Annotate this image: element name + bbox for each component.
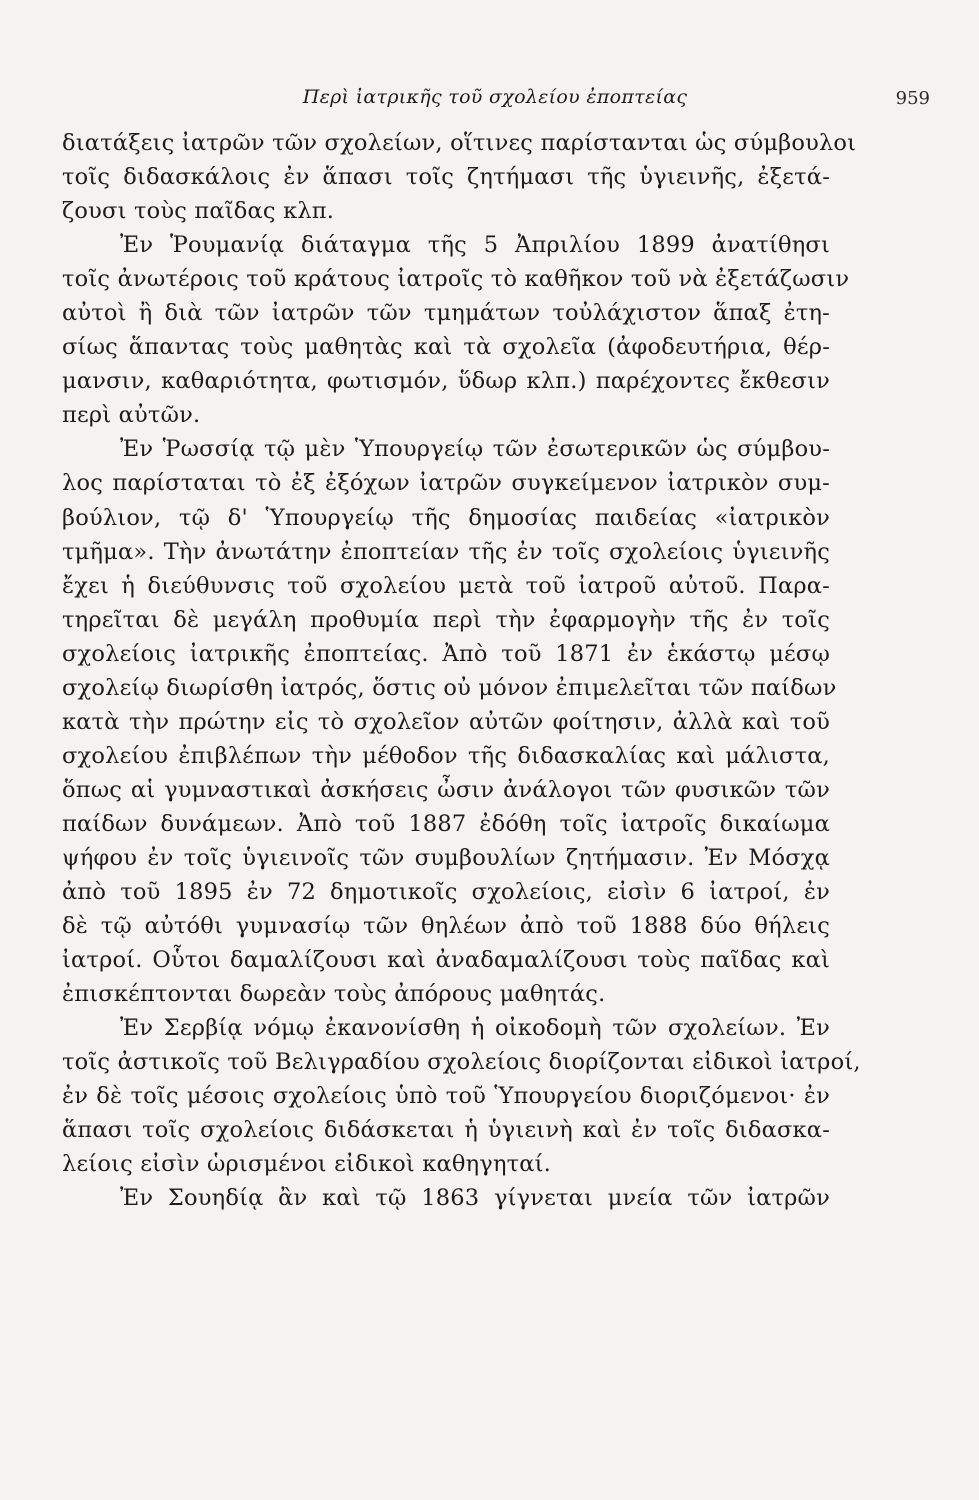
text-line: ἅπασι τοῖς σχολείοις διδάσκεται ἡ ὑγιεινὴ καὶ ἐν τοῖς διδασκα- [62, 1117, 830, 1144]
running-head [60, 82, 930, 112]
text-line: ἐν δὲ τοῖς μέσοις σχολείοις ὑπὸ τοῦ Ὑπουργείου διοριζόμενοι· ἐν [62, 1083, 830, 1110]
text-line: σχολείῳ διωρίσθη ἰατρός, ὅστις οὐ μόνον ἐπιμελεῖται τῶν παίδων [62, 674, 837, 701]
text-line: ἀπὸ τοῦ 1895 ἐν 72 δημοτικοῖς σχολείοις, εἰσὶν 6 ἰατροί, ἐν [62, 879, 830, 906]
text-line: τοῖς διδασκάλοις ἐν ἅπασι τοῖς ζητήμασι τῆς ὑγιεινῆς, ἐξετά- [62, 164, 830, 191]
text-line: Ἐν Ῥωσσίᾳ τῷ μὲν Ὑπουργείῳ τῶν ἐσωτερικῶν ὡς σύμβου- [120, 436, 830, 463]
body-text [62, 126, 861, 1216]
text-line: σχολείου ἐπιβλέπων τὴν μέθοδον τῆς διδασκαλίας καὶ μάλιστα, [62, 742, 830, 769]
text-line: τοῖς ἀστικοῖς τοῦ Βελιγραδίου σχολείοις διορίζονται εἰδικοὶ ἰατροί, [62, 1049, 861, 1076]
text-line: αὐτοὶ ἢ διὰ τῶν ἰατρῶν τῶν τμημάτων τοὐλάχιστον ἅπαξ ἐτη- [62, 300, 830, 327]
text-line: ἔχει ἡ διεύθυνσις τοῦ σχολείου μετὰ τοῦ ἰατροῦ αὐτοῦ. Παρα- [62, 572, 830, 599]
text-line: λος παρίσταται τὸ ἐξ ἐξόχων ἰατρῶν συγκείμενον ἰατρικὸν συμ- [62, 470, 830, 497]
running-title: Περὶ ἰατρικῆς τοῦ σχολείου ἐποπτείας [302, 86, 688, 108]
text-line: ψήφου ἐν τοῖς ὑγιεινοῖς τῶν συμβουλίων ζητήμασιν. Ἐν Μόσχᾳ [62, 844, 830, 871]
text-line: λείοις εἰσὶν ὡρισμένοι εἰδικοὶ καθηγηταί. [62, 1151, 552, 1178]
text-line: περὶ αὐτῶν. [62, 402, 201, 429]
text-line: βούλιον, τῷ δ' Ὑπουργείῳ τῆς δημοσίας παιδείας «ἰατρικὸν [62, 504, 830, 531]
text-line: Ἐν Σερβίᾳ νόμῳ ἐκανονίσθη ἡ οἰκοδομὴ τῶν σχολείων. Ἐν [120, 1015, 830, 1042]
text-line: τοῖς ἀνωτέροις τοῦ κράτους ἰατροῖς τὸ καθῆκον τοῦ νὰ ἐξετάζωσιν [62, 266, 850, 293]
text-line: τηρεῖται δὲ μεγάλη προθυμία περὶ τὴν ἐφαρμογὴν τῆς ἐν τοῖς [62, 606, 830, 633]
text-line: ὅπως αἱ γυμναστικαὶ ἀσκήσεις ὦσιν ἀνάλογοι τῶν φυσικῶν τῶν [62, 776, 830, 803]
text-line: μανσιν, καθαριότητα, φωτισμόν, ὕδωρ κλπ.) παρέχοντες ἔκθεσιν [62, 368, 830, 395]
text-line: σχολείοις ἰατρικῆς ἐποπτείας. Ἀπὸ τοῦ 1871 ἐν ἑκάστῳ μέσῳ [62, 640, 830, 667]
text-line: ἰατροί. Οὗτοι δαμαλίζουσι καὶ ἀναδαμαλίζουσι τοὺς παῖδας καὶ [62, 947, 830, 974]
text-line: κατὰ τὴν πρώτην εἰς τὸ σχολεῖον αὐτῶν φοίτησιν, ἀλλὰ καὶ τοῦ [62, 708, 830, 735]
text-line: δὲ τῷ αὐτόθι γυμνασίῳ τῶν θηλέων ἀπὸ τοῦ 1888 δύο θήλεις [62, 913, 830, 940]
text-line: διατάξεις ἰατρῶν τῶν σχολείων, οἵτινες παρίστανται ὡς σύμβουλοι [62, 130, 857, 156]
text-line: παίδων δυνάμεων. Ἀπὸ τοῦ 1887 ἐδόθη τοῖς ἰατροῖς δικαίωμα [62, 810, 830, 837]
page-number: 959 [895, 88, 930, 109]
text-line: ἐπισκέπτονται δωρεὰν τοὺς ἀπόρους μαθητάς. [62, 981, 606, 1008]
text-line: Ἐν Ῥουμανίᾳ διάταγμα τῆς 5 Ἀπριλίου 1899 ἀνατίθησι [120, 232, 830, 259]
text-line: τμῆμα». Τὴν ἀνωτάτην ἐποπτείαν τῆς ἐν τοῖς σχολείοις ὑγιεινῆς [62, 538, 830, 565]
text-line: Ἐν Σουηδίᾳ ἂν καὶ τῷ 1863 γίγνεται μνεία τῶν ἰατρῶν [120, 1185, 830, 1212]
text-line: σίως ἅπαντας τοὺς μαθητὰς καὶ τὰ σχολεῖα (ἀφοδευτήρια, θέρ- [62, 334, 830, 361]
text-line: ζουσι τοὺς παῖδας κλπ. [62, 198, 335, 225]
